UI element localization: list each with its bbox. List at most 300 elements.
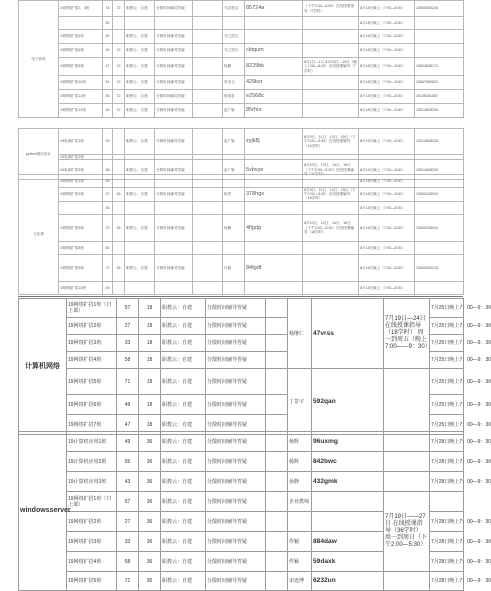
exam-time-cell: 7月25日晚上7：00—9：30 (430, 369, 464, 395)
course-code-cell: 592qan (312, 369, 384, 435)
hours-cell: 72 (113, 44, 125, 58)
class-cell: 19网络扩招2、3班 (59, 1, 103, 17)
platform-cell: 职教云：自建 (125, 58, 155, 76)
class-cell: 19电商扩招2班 (59, 155, 103, 160)
phone-cell: 15146281567 (415, 90, 464, 104)
exam-time-cell: 8月18日晚上（7:00—8:30） (359, 214, 415, 241)
category-label: 计算机网络 (19, 299, 67, 435)
table-row (19, 369, 464, 395)
format-cell (155, 281, 193, 294)
blank-cell (193, 281, 223, 294)
exam-time-cell: 7月25日晚上7：00—9：30 (430, 415, 464, 435)
category-label: python程序设计 (19, 129, 59, 180)
count-cell: 58 (117, 552, 139, 572)
count-cell: 49 (117, 395, 139, 415)
schedule-cell: 8月10日、12日、14日、16日（下午2:00—5:30）在线授课辅导（14学时） (303, 160, 359, 180)
blank-cell (266, 369, 288, 395)
platform-cell: 职教云：自建 (161, 335, 206, 352)
teacher-cell (288, 512, 312, 532)
count-cell: 27 (117, 512, 139, 532)
format-cell: 分散时间辅导答疑 (206, 552, 266, 572)
format-cell: 分散时间辅导答疑 (206, 318, 266, 335)
count-cell: 56 (103, 90, 113, 104)
platform-cell: 职教云：自建 (161, 415, 206, 435)
section-python (18, 128, 463, 180)
course-code-cell: 378hgx (245, 188, 303, 202)
count-cell: 49 (117, 432, 139, 452)
course-code-cell (312, 512, 384, 532)
teacher-cell: 李圣元 (223, 76, 245, 90)
platform-cell: 职教云：自建 (125, 30, 155, 44)
count-cell: 70 (103, 214, 113, 241)
count-cell: 27 (117, 318, 139, 335)
exam-time-cell: 7月28日晚上7：00—9：30 (430, 572, 464, 591)
hours-cell: 36 (113, 214, 125, 241)
format-cell: 分散时间辅导答疑 (206, 472, 266, 492)
culture-table (18, 174, 464, 295)
teacher-cell (223, 201, 245, 214)
platform-cell: 职教云：自建 (161, 492, 206, 512)
schedule-cell (303, 30, 359, 44)
blank-cell (193, 104, 223, 118)
schedule-cell (303, 104, 359, 118)
class-cell: 19网络扩招5班 (59, 214, 103, 241)
phone-cell: 13604930215 (415, 254, 464, 281)
class-cell: 19网络扩招6班 (59, 44, 103, 58)
platform-cell: 职教云：自建 (125, 188, 155, 202)
teacher-cell: 宋连博 (288, 572, 312, 591)
format-cell: 分散时间辅导答疑 (206, 452, 266, 472)
teacher-cell: 杨辉 (288, 432, 312, 452)
teacher-cell (223, 17, 245, 30)
schedule-cell (303, 44, 359, 58)
count-cell: 58 (117, 352, 139, 369)
count-cell: 47 (103, 58, 113, 76)
count-cell: 34 (103, 201, 113, 214)
blank-cell (266, 335, 288, 352)
course-code-cell: 96uxmg (312, 432, 384, 452)
format-cell: 分散时间辅导答疑 (206, 415, 266, 435)
blank-cell (193, 175, 223, 188)
teacher-cell: 赵广敏 (223, 160, 245, 180)
category-label: 电子商务 (19, 1, 59, 118)
hours-cell: 36 (113, 188, 125, 202)
phone-cell (415, 175, 464, 188)
exam-time-cell: 8月18日晚上（7:00—8:30） (359, 17, 415, 30)
table-row (19, 432, 464, 452)
category-label: 文化课 (19, 175, 59, 295)
hours-cell (113, 241, 125, 254)
table-row (19, 214, 464, 241)
exam-time-cell: 8月18日晚上（7:00—8:30） (359, 201, 415, 214)
schedule-cell: 8月1日—1日 8月13日—15日（晚上7:00—8:25）在线授课辅导（7学时） (303, 58, 359, 76)
exam-time-cell: 8月19日晚上（7:00—8:30） (359, 160, 415, 180)
table-row (19, 254, 464, 281)
count-cell: 27 (103, 188, 113, 202)
hours-cell: 36 (139, 432, 161, 452)
class-cell: 19网络扩招2班 (67, 318, 117, 335)
platform-cell: 职教云：自建 (125, 90, 155, 104)
class-cell: 19网络扩招5班 (67, 572, 117, 591)
hours-cell: 36 (113, 254, 125, 281)
exam-time-cell: 7月28日晚上7：00—9：30 (430, 532, 464, 552)
class-cell: 19网络扩招11班 (59, 90, 103, 104)
platform-cell: 职教云：自建 (125, 129, 155, 155)
count-cell: 53 (103, 129, 113, 155)
format-cell: 分散时间辅导答疑 (155, 1, 193, 17)
hours-cell: 18 (139, 352, 161, 369)
count-cell: 71 (117, 369, 139, 395)
blank-cell (193, 58, 223, 76)
hours-cell: 36 (139, 572, 161, 591)
course-code-cell (245, 241, 303, 254)
blank-cell (193, 17, 223, 30)
phone-cell (415, 281, 464, 294)
course-code-cell: 59daxk (312, 552, 384, 572)
table-row (19, 44, 464, 58)
teacher-cell: 孙静 (288, 472, 312, 492)
teacher-cell (223, 175, 245, 188)
course-code-cell (245, 281, 303, 294)
hours-cell: 36 (139, 532, 161, 552)
format-cell: 分散时间辅导答疑 (155, 129, 193, 155)
table-row (19, 201, 464, 214)
blank-cell (266, 299, 288, 318)
platform-cell: 职教云：自建 (161, 318, 206, 335)
format-cell: 分散时间辅导答疑 (206, 492, 266, 512)
format-cell: 分散时间辅导答疑 (155, 30, 193, 44)
course-code-cell: 5vbvye (245, 160, 303, 180)
platform-cell: 职教云：自建 (125, 1, 155, 17)
teacher-cell (223, 241, 245, 254)
exam-time-cell: 7月25日晚上7：00—9：30 (430, 299, 464, 318)
platform-cell: 职教云：自建 (161, 512, 206, 532)
course-code-cell: 6232un (312, 572, 384, 591)
hours-cell (113, 281, 125, 294)
course-code-cell: 884daw (312, 532, 384, 552)
phone-cell (415, 201, 464, 214)
count-cell: 57 (117, 492, 139, 512)
blank-cell (193, 214, 223, 241)
class-cell: 19网络扩招4班 (67, 352, 117, 369)
platform-cell: 职教云：自建 (161, 452, 206, 472)
phone-cell: 15840082226 (415, 1, 464, 17)
format-cell: 分散时间辅导答疑 (155, 90, 193, 104)
phone-cell: 18604836171 (415, 58, 464, 76)
exam-time-cell: 8月18日晚上（7:00—8:30） (359, 254, 415, 281)
hours-cell: 18 (139, 369, 161, 395)
schedule-cell (303, 254, 359, 281)
blank-cell (193, 241, 223, 254)
phone-cell: 13514828226 (415, 104, 464, 118)
platform-cell (125, 201, 155, 214)
table-row (19, 492, 464, 512)
exam-time-cell: 7月25日晚上7：00—9：30 (430, 318, 464, 335)
section-windowsserver (18, 431, 491, 591)
exam-time-cell: 8月18日晚上（7:00—8:30） (359, 30, 415, 44)
table-row (19, 90, 464, 104)
teacher-cell: 杨君 (223, 188, 245, 202)
count-cell: 50 (103, 30, 113, 44)
exam-time-cell: 8月18日晚上（7:00—8:30） (359, 281, 415, 294)
network-table (18, 298, 491, 435)
table-row (19, 281, 464, 294)
platform-cell: 职教云：自建 (125, 44, 155, 58)
count-cell: 49 (103, 281, 113, 294)
schedule-cell: 8月9日、11日、13日、15日（下午2:00—5:30）在线授课辅导（14学时） (303, 129, 359, 155)
blank-cell (266, 452, 288, 472)
course-code-cell: zyjk8j (245, 129, 303, 155)
teacher-cell: 马克思汉 (223, 1, 245, 17)
format-cell: 分散时间辅导答疑 (206, 352, 266, 369)
platform-cell (125, 241, 155, 254)
platform-cell: 职教云：自建 (161, 552, 206, 572)
exam-time-cell: 7月25日晚上7：00—9：30 (430, 352, 464, 369)
table-row (19, 472, 464, 492)
platform-cell: 职教云：自建 (161, 572, 206, 591)
class-cell: 19网络扩招2班 (67, 512, 117, 532)
hours-cell: 18 (139, 335, 161, 352)
teacher-cell: 张鸿泰 (223, 90, 245, 104)
schedule-cell (384, 452, 430, 472)
course-code-cell: 8229bk (245, 58, 303, 76)
class-cell: 19网络扩招3班 (67, 532, 117, 552)
platform-cell: 职教云：自建 (125, 214, 155, 241)
python-table (18, 128, 464, 180)
blank-cell (266, 352, 288, 369)
teacher-cell: 杨鹏 (223, 58, 245, 76)
hours-cell: 18 (139, 395, 161, 415)
section-divider (18, 296, 463, 297)
class-cell: 19网络扩招3班 (67, 335, 117, 352)
teacher-cell: 丁景宇 (288, 369, 312, 435)
count-cell: 49 (103, 44, 113, 58)
count-cell: 58 (103, 160, 113, 180)
blank-cell (193, 76, 223, 90)
exam-time-cell: 7月28日晚上7：00—9：30 (430, 552, 464, 572)
format-cell: 分散时间辅导答疑 (155, 254, 193, 281)
blank-cell (193, 90, 223, 104)
teacher-cell: 作颖 (288, 532, 312, 552)
table-row (19, 572, 464, 591)
count-cell: 71 (117, 572, 139, 591)
class-cell: 19电商扩招3班 (59, 160, 103, 180)
teacher-cell: 企业教师 (288, 492, 312, 512)
blank-cell (266, 395, 288, 415)
course-code-cell: 84fgdf (245, 254, 303, 281)
format-cell (155, 175, 193, 188)
hours-cell: 36 (139, 472, 161, 492)
course-code-cell: 432gmk (312, 472, 384, 492)
format-cell: 分散时间辅导答疑 (155, 44, 193, 58)
exam-time-cell: 7月25日晚上7：00—9：30 (430, 335, 464, 352)
platform-cell: 职教云：自建 (161, 432, 206, 452)
phone-cell (415, 30, 464, 44)
table-row (19, 30, 464, 44)
exam-time-cell: 8月18日晚上（7:00—8:30） (359, 104, 415, 118)
exam-time-cell: 8月18日晚上（7:00—8:30） (359, 241, 415, 254)
table-row (19, 188, 464, 202)
class-cell: 19网络扩招8班 (59, 58, 103, 76)
blank-cell (193, 44, 223, 58)
platform-cell (125, 281, 155, 294)
schedule-cell (303, 90, 359, 104)
course-code-cell (245, 201, 303, 214)
hours-cell (113, 17, 125, 30)
blank-cell (193, 1, 223, 17)
schedule-cell: 8月9日、11日、13日、15日（下午2:00—5:30）在线授课辅导（18学时） (303, 188, 359, 202)
platform-cell: 职教云：自建 (161, 352, 206, 369)
teacher-cell (223, 281, 245, 294)
format-cell: 分散时间辅导答疑 (155, 160, 193, 180)
schedule-cell: 7月19日—24日 在线授课指导（18学时） 周一到周五（晚上7:00——9：30） (384, 299, 430, 369)
hours-cell: 36 (139, 512, 161, 532)
phone-cell: 13847060623 (415, 76, 464, 90)
count-cell: 74 (103, 1, 113, 17)
format-cell: 分散时间辅导答疑 (206, 512, 266, 532)
format-cell (155, 17, 193, 30)
blank-cell (193, 129, 223, 155)
count-cell: 33 (117, 335, 139, 352)
platform-cell: 职教云：自建 (161, 369, 206, 395)
course-code-cell: 47vrss (312, 299, 384, 369)
course-code-cell (245, 30, 303, 44)
count-cell: 60 (103, 241, 113, 254)
schedule-cell (303, 17, 359, 30)
hours-cell: 36 (139, 552, 161, 572)
blank-cell (266, 432, 288, 452)
hours-cell: 18 (139, 299, 161, 318)
phone-cell: 13940238010 (415, 188, 464, 202)
class-cell: 19网络扩招4班 (67, 552, 117, 572)
phone-cell (415, 17, 464, 30)
hours-cell: 36 (139, 492, 161, 512)
course-code-cell: 429ksr (245, 76, 303, 90)
platform-cell: 职教云：自建 (125, 104, 155, 118)
exam-time-cell: 8月18日晚上（7:00—8:30） (359, 76, 415, 90)
table-row (19, 17, 464, 30)
exam-time-cell (430, 492, 464, 512)
table-row (19, 129, 464, 155)
format-cell: 分散时间辅导答疑 (206, 395, 266, 415)
blank-cell (193, 188, 223, 202)
ecommerce-table (18, 0, 464, 118)
exam-time-cell: 8月18日晚上（7:00—8:30） (359, 188, 415, 202)
phone-cell: 13514828226 (415, 129, 464, 155)
format-cell: 分散时间辅导答疑 (206, 335, 266, 352)
section-culture (18, 174, 463, 295)
class-cell: 19网络扩招3班 (59, 188, 103, 202)
schedule-cell (303, 281, 359, 294)
teacher-cell: 杨鹏 (223, 214, 245, 241)
platform-cell (125, 17, 155, 30)
schedule-cell (303, 201, 359, 214)
hours-cell: 72 (113, 104, 125, 118)
hours-cell: 72 (113, 58, 125, 76)
hours-cell: 18 (139, 318, 161, 335)
schedule-cell (384, 369, 430, 435)
class-cell: 19网络扩招9班 (59, 254, 103, 281)
platform-cell: 职教云：自建 (161, 299, 206, 318)
course-code-cell: cktqum (245, 44, 303, 58)
class-cell (59, 17, 103, 30)
schedule-cell (303, 241, 359, 254)
hours-cell: 72 (113, 1, 125, 17)
course-code-cell (245, 175, 303, 188)
course-code-cell: 85rhrx (245, 104, 303, 118)
class-cell: 19计算机应用2班 (67, 452, 117, 472)
blank-cell (266, 492, 288, 512)
count-cell: 55 (117, 452, 139, 472)
schedule-cell: （下午2:30—4:00）在线授课指导（7学时） (303, 1, 359, 17)
count-cell: 33 (117, 532, 139, 552)
blank-cell (266, 318, 288, 335)
table-row (19, 76, 464, 90)
platform-cell: 职教云：自建 (161, 532, 206, 552)
class-cell: 19网络扩招4班 (59, 30, 103, 44)
table-row (19, 175, 464, 188)
teacher-cell: 赵广敏 (223, 129, 245, 155)
platform-cell: 职教云：自建 (125, 76, 155, 90)
exam-time-cell: 8月18日晚上（7:00—8:30） (359, 58, 415, 76)
teacher-cell: 杨继仁 (288, 299, 312, 369)
class-cell: 19计算机应用3班 (67, 472, 117, 492)
schedule-cell (384, 572, 430, 591)
exam-time-cell: 8月18日晚上（7:00—8:30） (359, 175, 415, 188)
table-row (19, 58, 464, 76)
blank-cell (266, 472, 288, 492)
platform-cell: 职教云：自建 (125, 160, 155, 180)
blank-cell (266, 532, 288, 552)
count-cell: 53 (103, 175, 113, 188)
platform-cell: 职教云：自建 (125, 254, 155, 281)
hours-cell (113, 30, 125, 44)
schedule-cell (303, 76, 359, 90)
count-cell: 50 (103, 17, 113, 30)
exam-time-cell: 8月18日晚上（7:00—8:30） (359, 90, 415, 104)
table-row (19, 104, 464, 118)
count-cell: 43 (117, 472, 139, 492)
exam-time-cell: 7月25日晚上7：00—9：30 (430, 395, 464, 415)
class-cell: 19网络扩招1班（日上课） (67, 299, 117, 318)
teacher-cell: 马之面互 (223, 30, 245, 44)
course-code-cell: 4figdg (245, 214, 303, 241)
class-cell: 19网络扩招6班 (67, 395, 117, 415)
blank-cell (266, 512, 288, 532)
schedule-cell: 7月19日——27日 在线授课指导（36学时） 周一到周日（下午2:00—5:30） (384, 492, 430, 572)
format-cell: 分散时间辅导答疑 (155, 104, 193, 118)
teacher-cell: 杨辉 (288, 452, 312, 472)
hours-cell (113, 201, 125, 214)
table-row (19, 241, 464, 254)
section-ecommerce (18, 0, 463, 118)
phone-cell: 13514828226 (415, 160, 464, 180)
platform-cell: 职教云：自建 (161, 395, 206, 415)
count-cell: 49 (103, 104, 113, 118)
format-cell: 分散时间辅导答疑 (206, 369, 266, 395)
class-cell: 19计算机应用1班 (67, 432, 117, 452)
table-row (19, 1, 464, 17)
exam-time-cell: 7月28日晚上7：00—9：30 (430, 472, 464, 492)
hours-cell (113, 129, 125, 155)
count-cell: 72 (103, 254, 113, 281)
format-cell: 分散时间辅导答疑 (206, 432, 266, 452)
teacher-cell: 代颖 (223, 254, 245, 281)
blank-cell (266, 572, 288, 591)
hours-cell: 72 (113, 90, 125, 104)
phone-cell (415, 241, 464, 254)
format-cell: 分散时间辅导答疑 (206, 299, 266, 318)
